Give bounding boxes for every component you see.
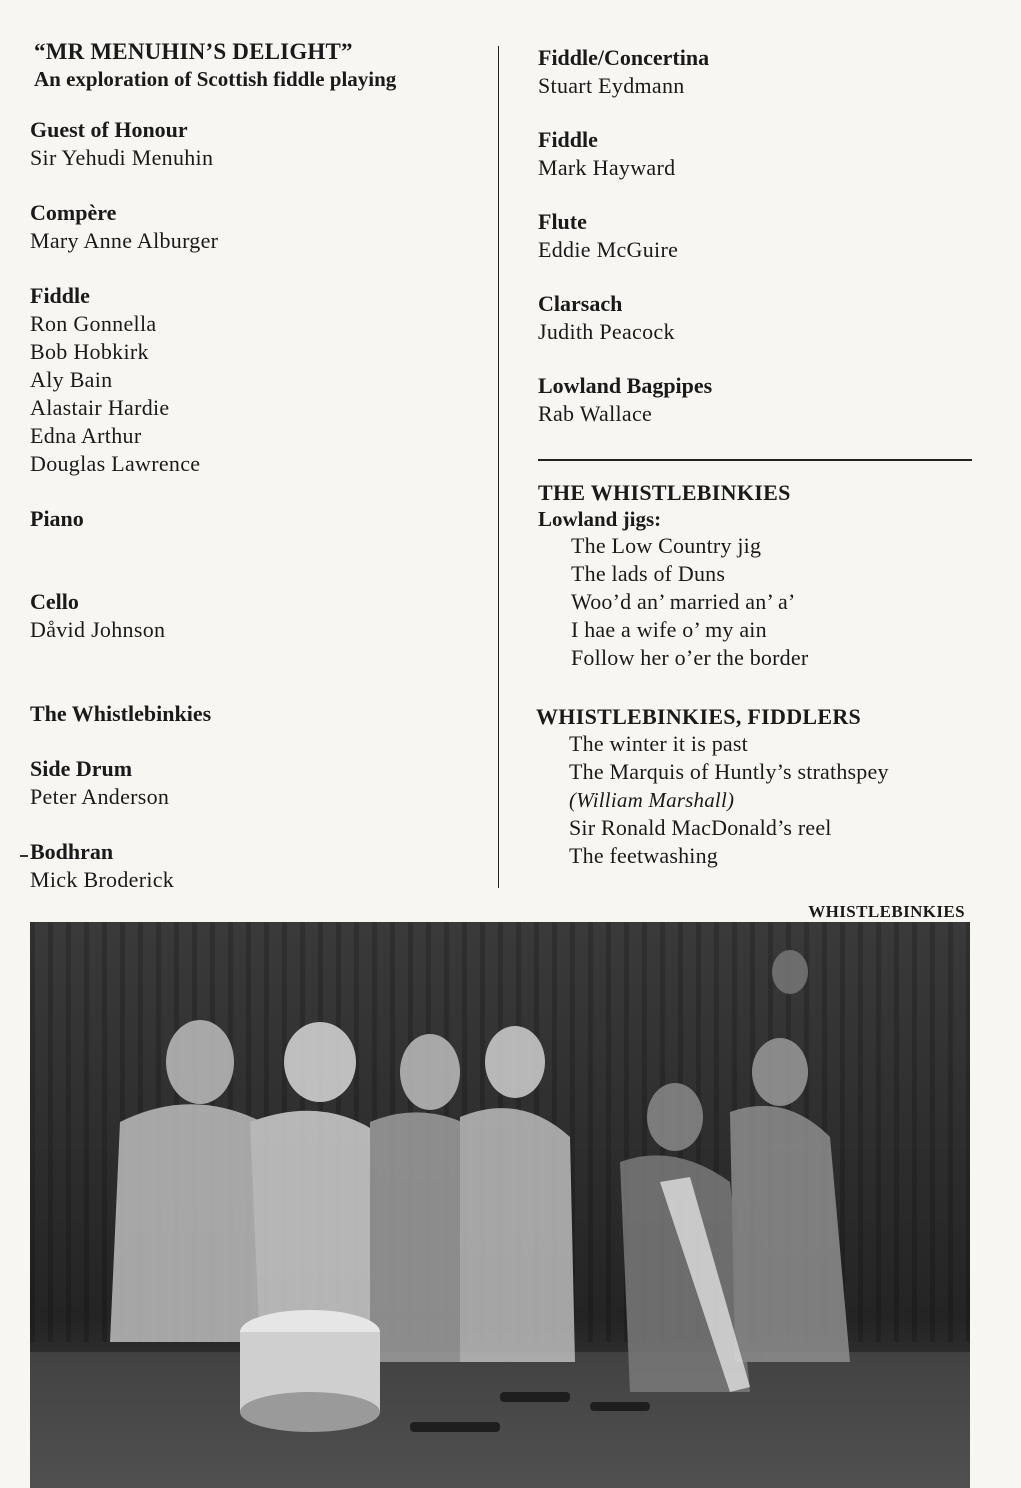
credit-block	[30, 199, 500, 255]
performer-name: Edna Arthur	[30, 423, 142, 448]
performer-name: Douglas Lawrence	[30, 451, 201, 476]
performer-name: Mick Broderick	[30, 867, 175, 892]
right-column	[536, 44, 978, 868]
tune-title: The Low Country jig	[571, 533, 762, 558]
performer-name: Sir Yehudi Menuhin	[30, 145, 214, 170]
credit-block	[30, 588, 500, 644]
set-two	[536, 704, 976, 870]
tune-title: Follow her o’er the border	[571, 645, 809, 670]
credit-heading: Fiddle/Concertina	[538, 45, 710, 70]
performer-name: Stuart Eydmann	[538, 73, 685, 98]
credit-block	[30, 505, 500, 533]
set-two-tune-list	[536, 730, 976, 786]
set-two-title: WHISTLEBINKIES, FIDDLERS	[536, 704, 862, 729]
tune-title: Sir Ronald MacDonald’s reel	[569, 815, 832, 840]
performer-name: Dåvid Johnson	[30, 617, 166, 642]
credit-block	[538, 208, 978, 264]
tune-title: The feetwashing	[569, 843, 718, 868]
performer-name: Aly Bain	[30, 367, 113, 392]
credit-block	[538, 126, 978, 182]
tune-title: I hae a wife o’ my ain	[571, 617, 767, 642]
tune-title: The lads of Duns	[571, 561, 726, 586]
tune-title: The winter it is past	[569, 731, 748, 756]
credit-block	[30, 700, 500, 728]
credit-heading: Flute	[538, 209, 587, 234]
credit-heading: Compère	[30, 200, 117, 225]
credit-heading: The Whistlebinkies	[30, 701, 212, 726]
credit-block	[30, 838, 500, 894]
credit-heading: Lowland Bagpipes	[538, 373, 713, 398]
credit-block	[30, 282, 500, 478]
credit-heading: Side Drum	[30, 756, 133, 781]
print-mark	[20, 855, 28, 857]
tune-title: Woo’d an’ married an’ a’	[571, 589, 796, 614]
left-credits-list	[30, 116, 500, 894]
credit-heading: Fiddle	[538, 127, 598, 152]
performer-name: Peter Anderson	[30, 784, 170, 809]
band-photograph-image	[30, 922, 970, 1488]
left-column	[30, 38, 500, 921]
composer-credit: (William Marshall)	[569, 788, 735, 812]
photo-caption: WHISTLEBINKIES	[808, 902, 965, 921]
performer-name: Bob Hobkirk	[30, 339, 149, 364]
set-one-tune-list	[538, 532, 978, 672]
tune-title: The Marquis of Huntly’s strathspey	[569, 759, 889, 784]
set-one-title: THE WHISTLEBINKIES	[538, 480, 791, 505]
credit-block	[538, 372, 978, 428]
band-photograph	[30, 922, 970, 1488]
credit-heading: Piano	[30, 506, 84, 531]
performer-name: Eddie McGuire	[538, 237, 679, 262]
set-two-tune-list-continued	[536, 814, 976, 870]
set-one-subheading: Lowland jigs:	[538, 507, 662, 531]
performer-name: Mark Hayward	[538, 155, 676, 180]
performer-name: Mary Anne Alburger	[30, 228, 219, 253]
right-credits-list	[538, 44, 978, 428]
credit-block	[30, 116, 500, 172]
performer-name: Rab Wallace	[538, 401, 653, 426]
credit-heading: Bodhran	[30, 839, 114, 864]
column-divider	[498, 46, 499, 888]
credit-block	[30, 755, 500, 811]
credit-heading: Cello	[30, 589, 79, 614]
set-one	[538, 480, 978, 672]
credit-block	[538, 290, 978, 346]
credit-heading: Guest of Honour	[30, 117, 188, 142]
credit-heading: Clarsach	[538, 291, 623, 316]
credit-heading: Fiddle	[30, 283, 90, 308]
performer-name: Alastair Hardie	[30, 395, 170, 420]
performer-name: Judith Peacock	[538, 319, 675, 344]
programme-subtitle: An exploration of Scottish fiddle playing	[34, 67, 397, 91]
section-rule	[538, 459, 972, 461]
performer-name: Ron Gonnella	[30, 311, 157, 336]
credit-block	[538, 44, 978, 100]
programme-header	[30, 38, 500, 92]
programme-title: “MR MENUHIN’S DELIGHT”	[34, 39, 353, 64]
